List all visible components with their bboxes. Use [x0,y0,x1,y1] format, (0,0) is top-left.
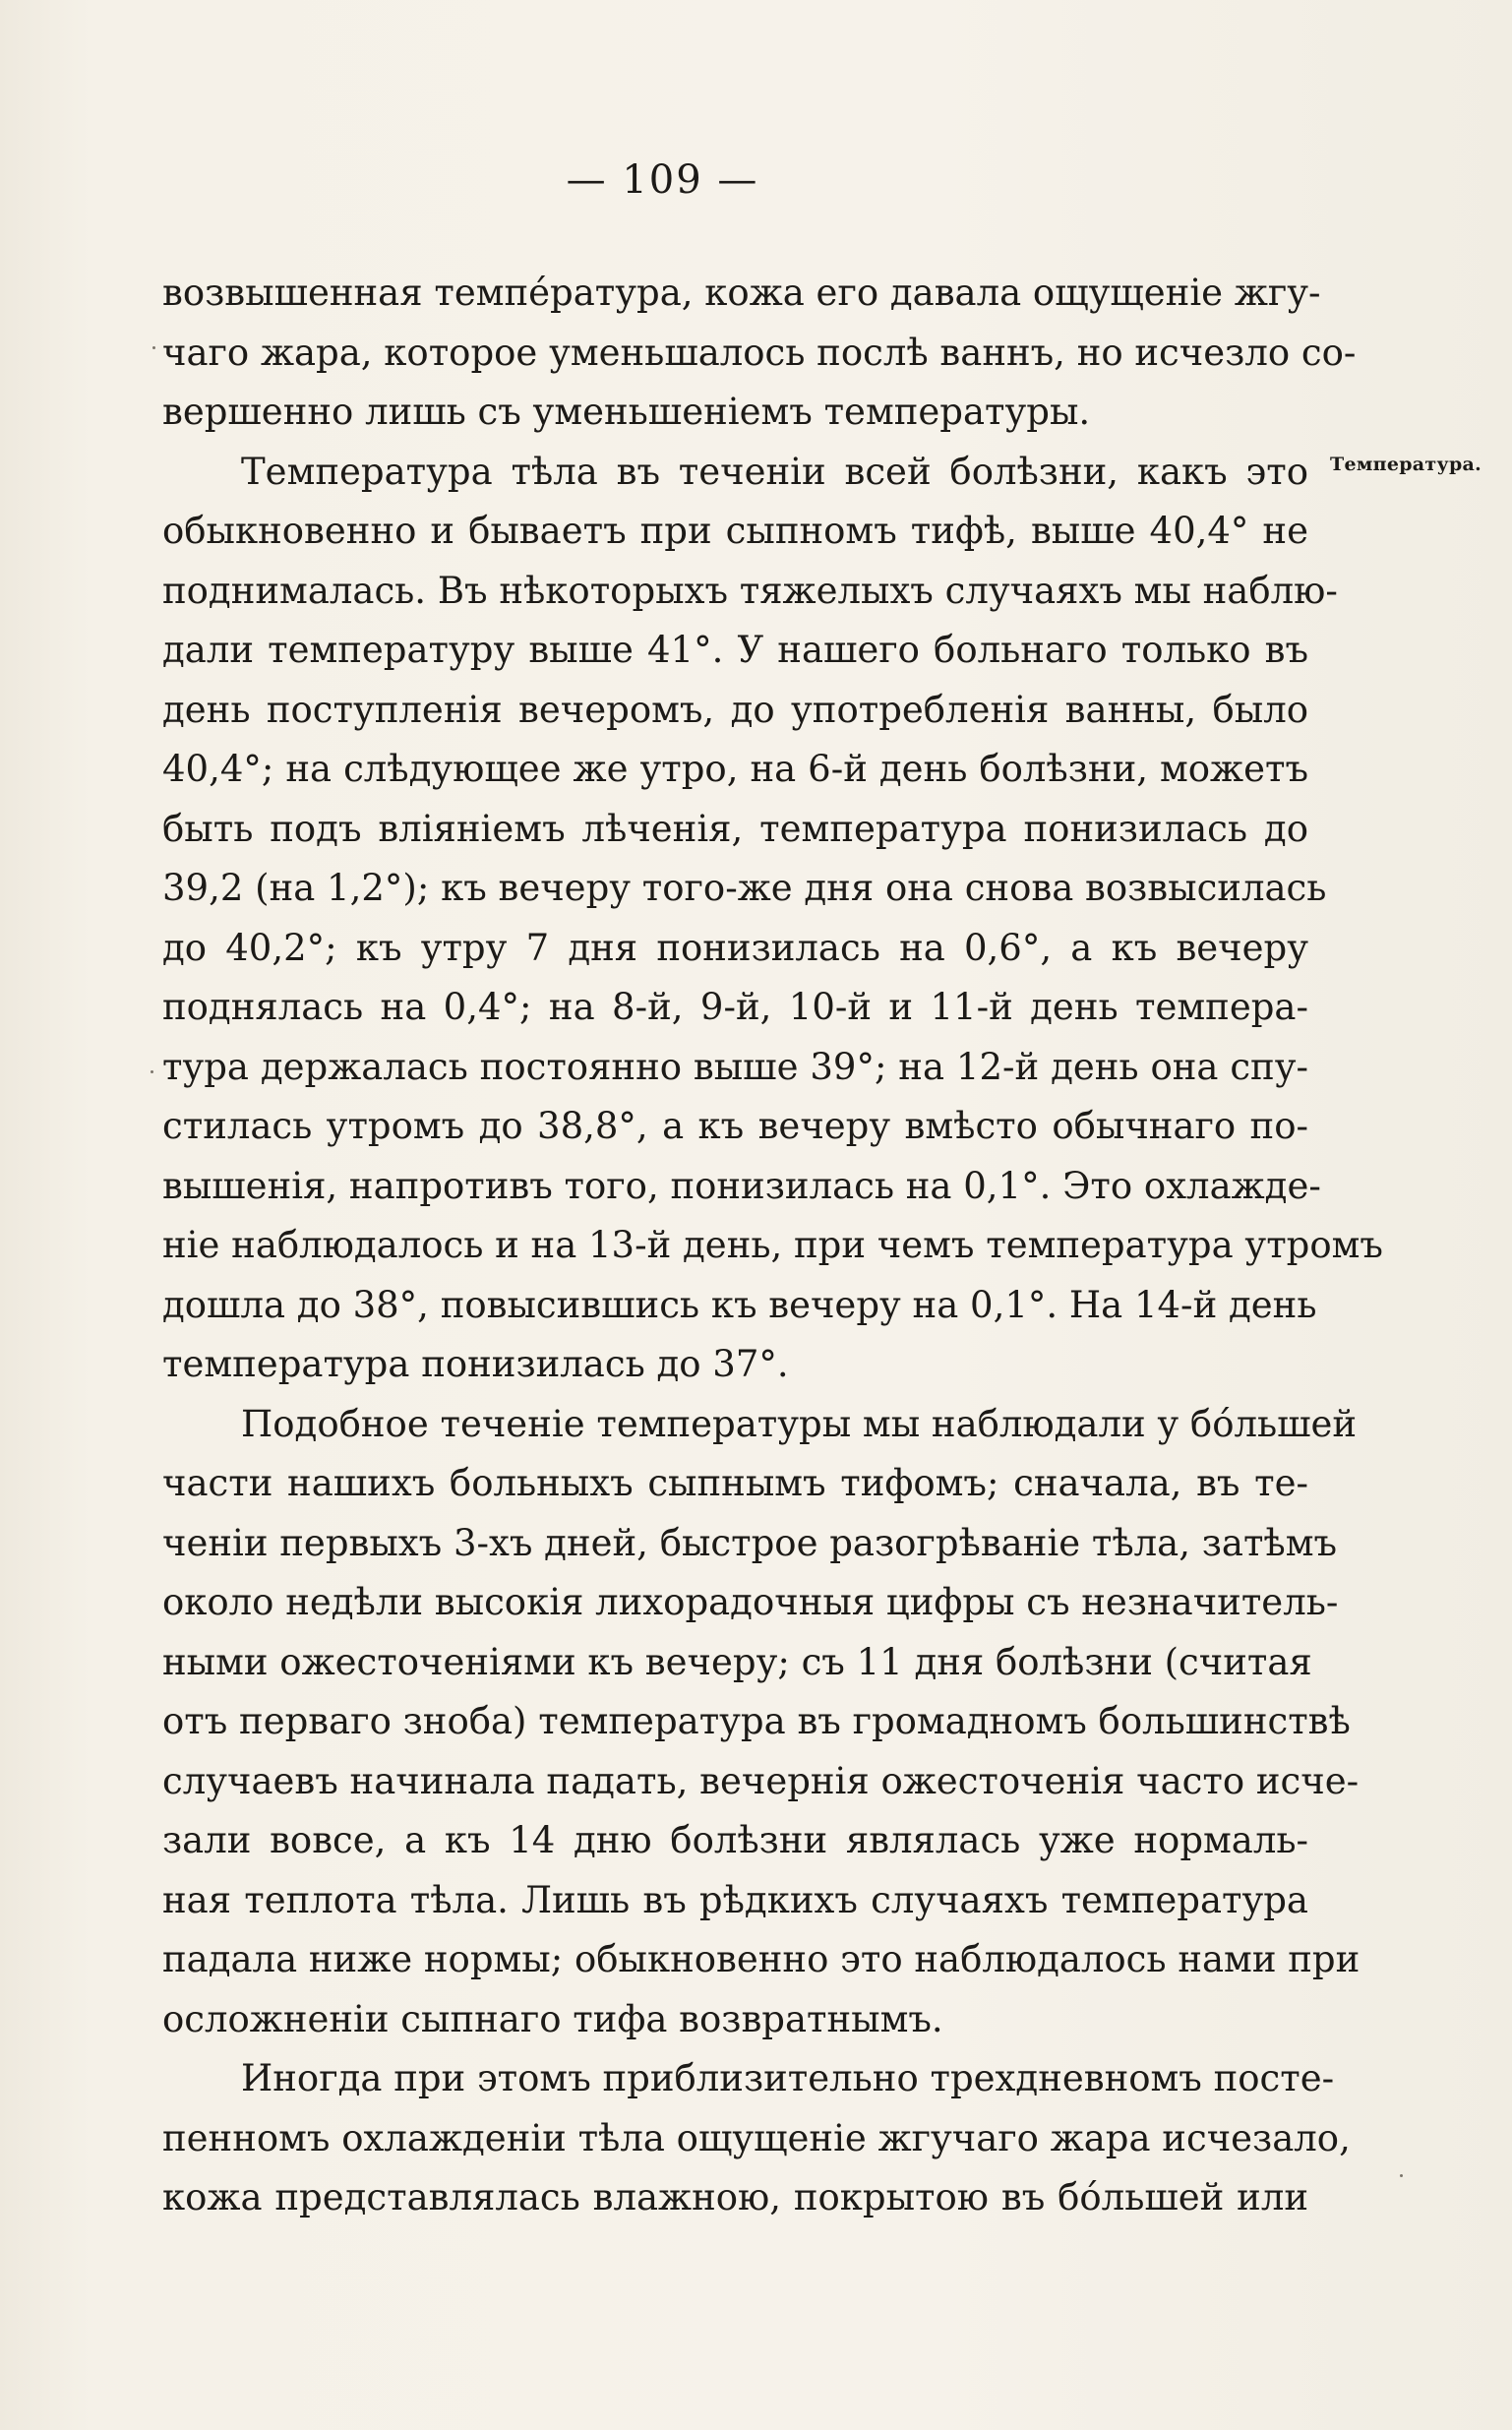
text-line: поднималась. Въ нѣкоторыхъ тяжелыхъ случаяхъ мы наблю- [162,569,1338,612]
text-line: быть подъ вліяніемъ лѣченія, температура понизилась до [162,807,1308,850]
text-line: вершенно лишь съ уменьшеніемъ температуры. [162,391,1091,433]
text-line: зали вовсе, а къ 14 дню болѣзни являлась уже нормаль- [162,1819,1308,1861]
text-line: дали температуру выше 41°. У нашего больнаго только въ [162,629,1308,671]
text-line: дошла до 38°, повысившись къ вечеру на 0,1°. На 14-й день [162,1283,1317,1326]
text-line: части нашихъ больныхъ сыпнымъ тифомъ; сначала, въ те- [162,1462,1308,1504]
text-line: стилась утромъ до 38,8°, а къ вечеру вмѣсто обычнаго по- [162,1105,1308,1147]
text-line: отъ перваго зноба) температура въ громадномъ большинствѣ [162,1700,1351,1742]
text-line: ніе наблюдалось и на 13-й день, при чемъ температура утромъ [162,1224,1383,1266]
text-line: падала ниже нормы; обыкновенно это наблюдалось нами при [162,1938,1361,1980]
text-line: Иногда при этомъ приблизительно трехдневномъ посте- [241,2057,1335,2099]
print-speck [152,346,155,349]
text-line: около недѣли высокія лихорадочныя цифры съ незначитель- [162,1581,1339,1623]
margin-note: Температура. [1330,454,1482,475]
text-line: 40,4°; на слѣдующее же утро, на 6-й день болѣзни, можетъ [162,748,1308,790]
text-line: поднялась на 0,4°; на 8-й, 9-й, 10-й и 11-й день темпера- [162,986,1308,1028]
text-line: обыкновенно и бываетъ при сыпномъ тифѣ, выше 40,4° не [162,510,1308,552]
text-line: кожа представлялась влажною, покрытою въ бо́льшей или [162,2176,1308,2218]
text-line: чаго жара, которое уменьшалось послѣ ваннъ, но исчезло со- [162,331,1357,374]
text-line: температура понизилась до 37°. [162,1343,789,1385]
text-line: ная теплота тѣла. Лишь въ рѣдкихъ случаяхъ температура [162,1878,1308,1921]
text-line: до 40,2°; къ утру 7 дня понизилась на 0,6°, а къ вечеру [162,926,1308,969]
text-line: ченіи первыхъ 3-хъ дней, быстрое разогрѣваніе тѣла, затѣмъ [162,1521,1338,1564]
page-number: — 109 — [566,157,759,203]
print-speck [151,1070,153,1073]
text-line: Подобное теченіе температуры мы наблюдали у бо́льшей [241,1402,1358,1445]
body-text [162,264,1383,2228]
text-line: тура держалась постоянно выше 39°; на 12-й день она спу- [162,1045,1308,1088]
text-line: осложненіи сыпнаго тифа возвратнымъ. [162,1997,943,2040]
text-line: пенномъ охлажденіи тѣла ощущеніе жгучаго жара исчезало, [162,2116,1351,2159]
print-speck [1400,2174,1403,2177]
text-line: ными ожесточеніями къ вечеру; съ 11 дня болѣзни (считая [162,1640,1312,1683]
text-line: день поступленія вечеромъ, до употребленія ванны, было [162,688,1308,731]
text-line: случаевъ начинала падать, вечернія ожесточенія часто исче- [162,1759,1360,1802]
text-line: 39,2 (на 1,2°); къ вечеру того-же дня она снова возвысилась [162,867,1327,909]
text-line: Температура тѣла въ теченіи всей болѣзни, какъ это [241,450,1308,493]
text-line: возвышенная темпе́ратура, кожа его давала ощущеніе жгу- [162,272,1321,314]
text-line: вышенія, напротивъ того, понизилась на 0,1°. Это охлажде- [162,1164,1321,1207]
